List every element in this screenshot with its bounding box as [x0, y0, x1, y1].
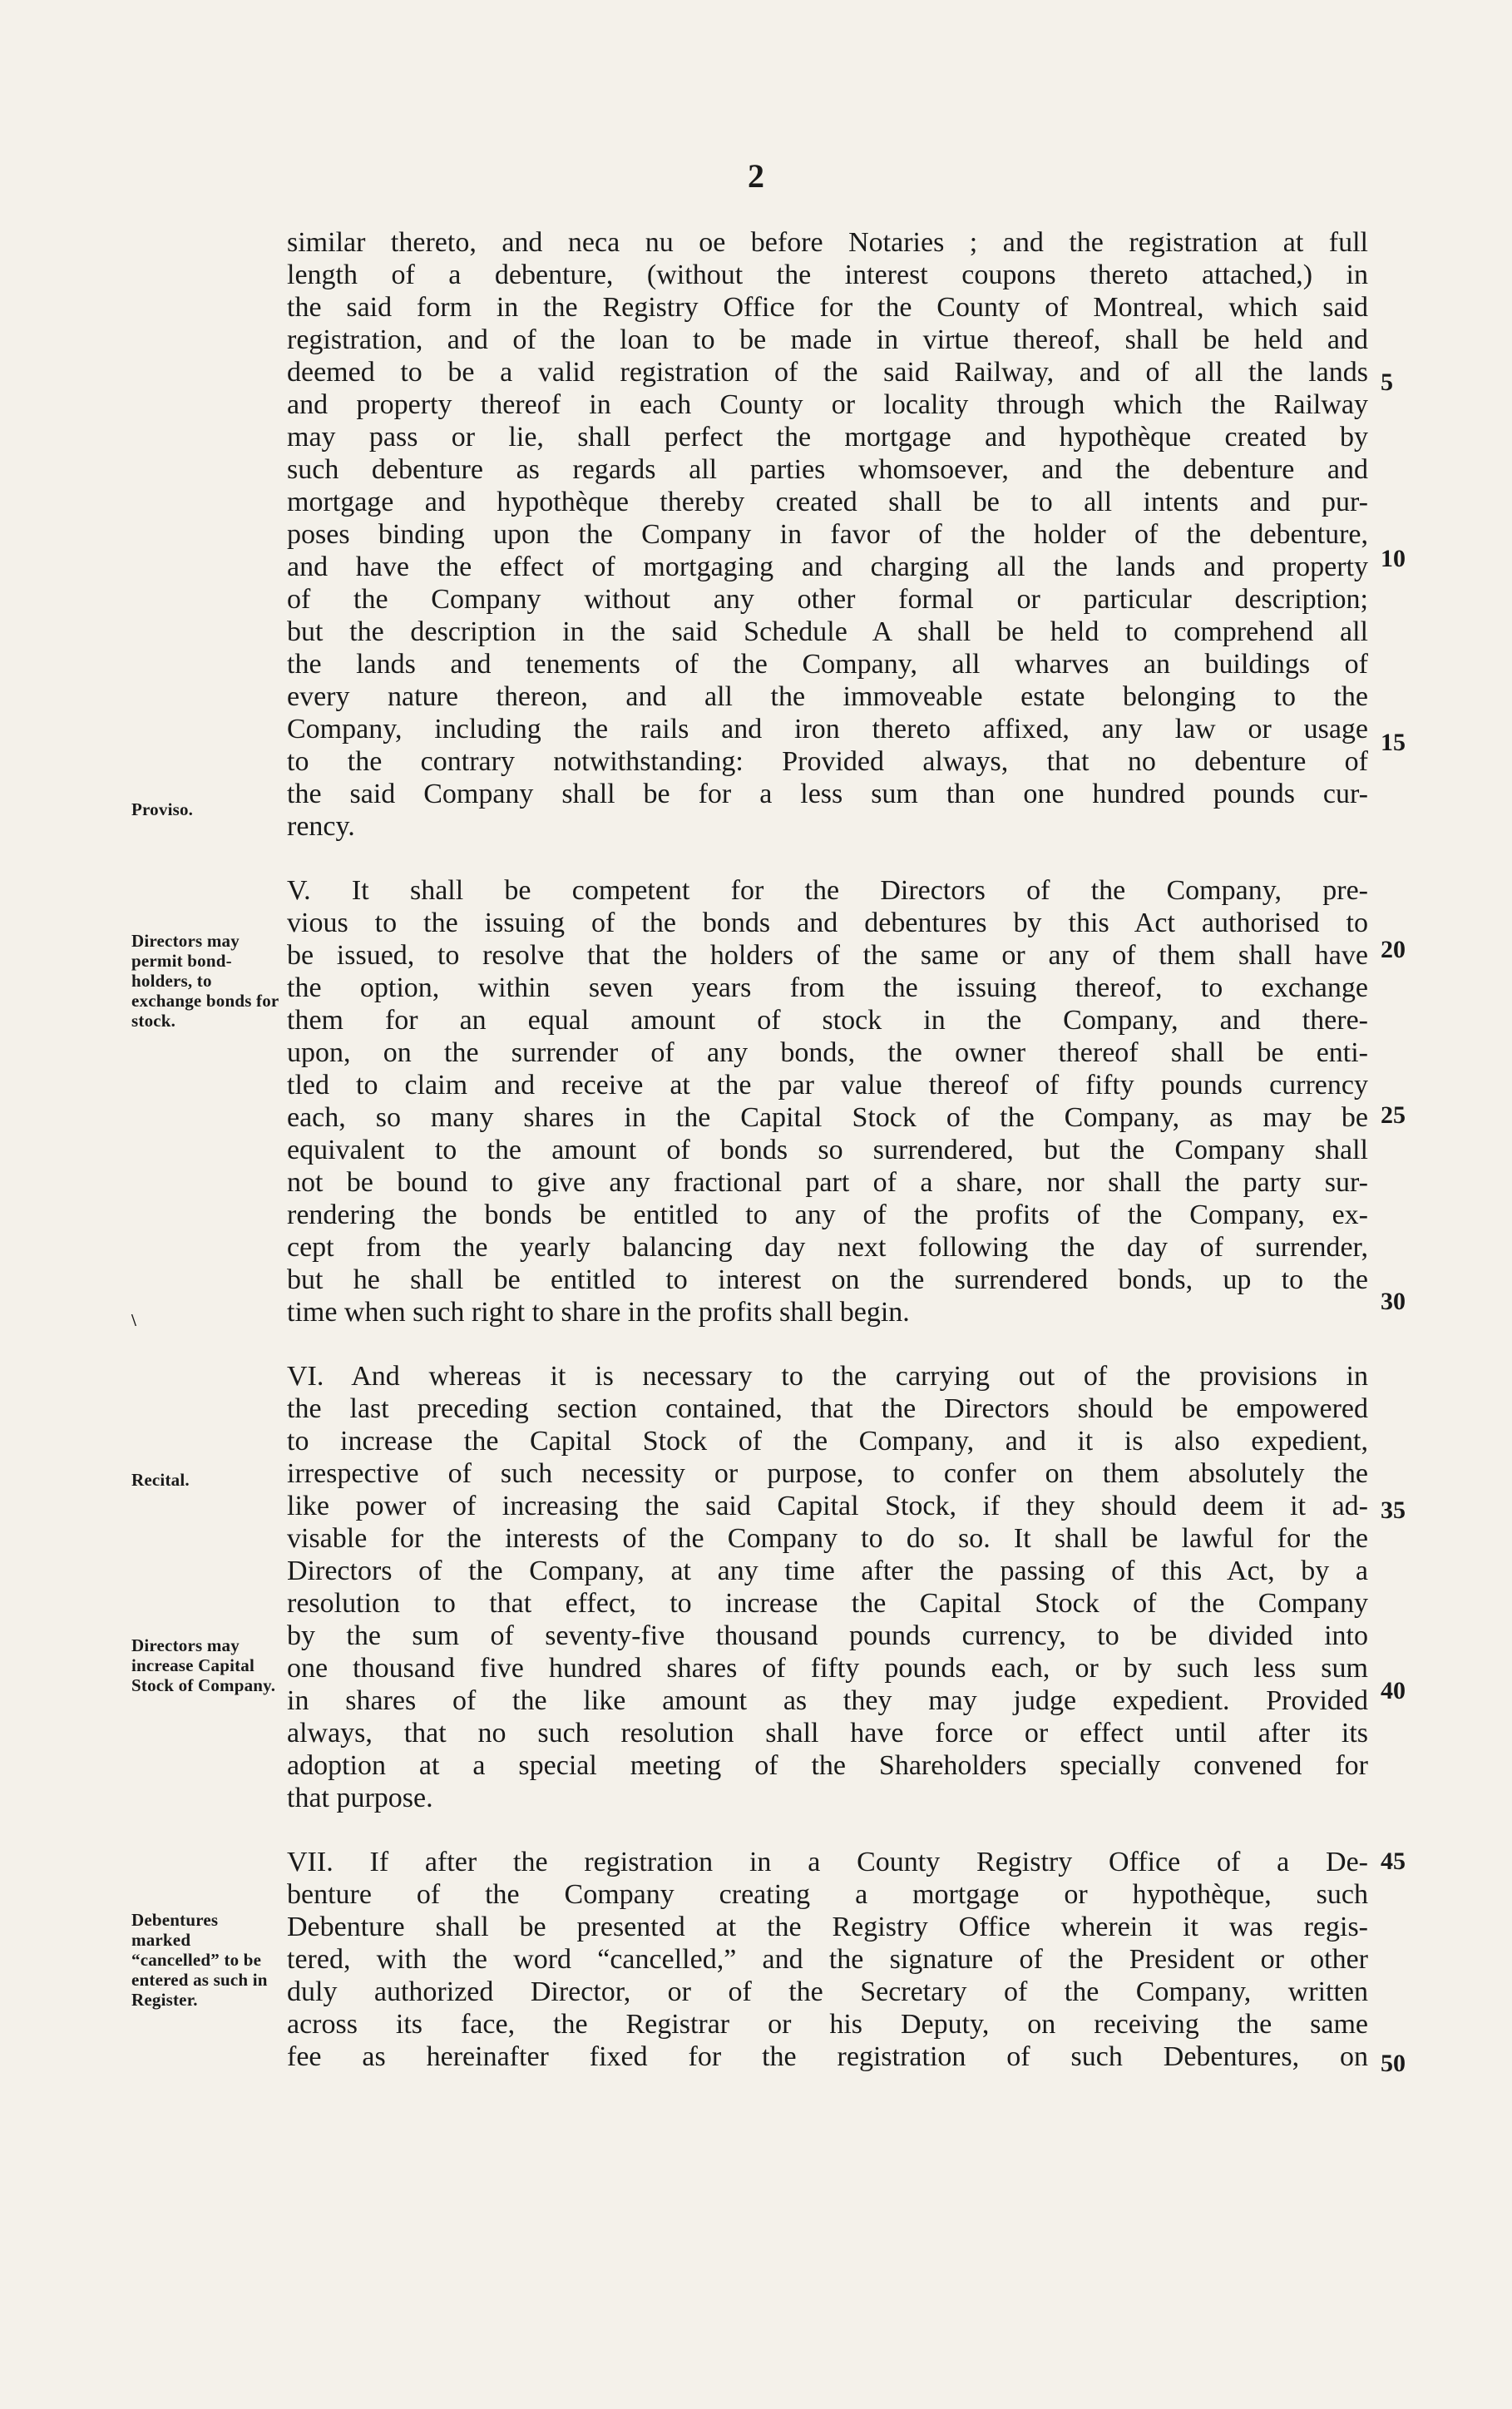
- margin-note-debentures: Debentures marked “cancelled” to be entered as such in Register.: [131, 1910, 268, 2010]
- body-text: [287, 226, 1368, 2073]
- text-line: the said form in the Registry Office for the County of Montreal, which said: [287, 292, 1368, 323]
- text-line: across its face, the Registrar or his Deputy, on receiving the same: [287, 2009, 1368, 2040]
- text-line: be issued, to resolve that the holders of the same or any of them shall have: [287, 940, 1368, 971]
- text-line: by the sum of seventy-five thousand pounds currency, to be divided into: [287, 1620, 1368, 1651]
- text-line: mortgage and hypothèque thereby created shall be to all intents and pur-: [287, 487, 1368, 517]
- text-line: Company, including the rails and iron thereto affixed, any law or usage: [287, 714, 1368, 744]
- line-number: 25: [1381, 1101, 1406, 1129]
- line-number: 15: [1381, 729, 1406, 756]
- text-line: tered, with the word “cancelled,” and the signature of the President or other: [287, 1944, 1368, 1975]
- section-heading-line: VI. And whereas it is necessary to the carrying out of the provisions in: [287, 1361, 1368, 1392]
- text-line: of the Company without any other formal or particular description;: [287, 584, 1368, 615]
- text-line: them for an equal amount of stock in the Company, and there-: [287, 1005, 1368, 1036]
- text-line: similar thereto, and neca nu oe before Notaries ; and the registration at full: [287, 227, 1368, 258]
- text-line: each, so many shares in the Capital Stock of the Company, as may be: [287, 1102, 1368, 1133]
- text-line: like power of increasing the said Capital Stock, if they should deem it ad-: [287, 1491, 1368, 1521]
- text-line: cept from the yearly balancing day next following the day of surrender,: [287, 1232, 1368, 1263]
- text-line: time when such right to share in the profits shall begin.: [287, 1297, 910, 1328]
- margin-note-proviso: Proviso.: [131, 799, 194, 819]
- line-number: 35: [1381, 1496, 1406, 1524]
- text-line: rendering the bonds be entitled to any of the profits of the Company, ex-: [287, 1200, 1368, 1230]
- text-line: to the contrary notwithstanding: Provided always, that no debenture of: [287, 746, 1368, 777]
- text-line: adoption at a special meeting of the Shareholders specially convened for: [287, 1750, 1368, 1781]
- page-number: 2: [748, 157, 764, 195]
- text-line: Debenture shall be presented at the Registry Office wherein it was regis-: [287, 1912, 1368, 1942]
- text-line: but the description in the said Schedule A shall be held to comprehend all: [287, 616, 1368, 647]
- text-line: vious to the issuing of the bonds and debentures by this Act authorised to: [287, 908, 1368, 938]
- text-line: the said Company shall be for a less sum than one hundred pounds cur-: [287, 779, 1368, 809]
- text-line: resolution to that effect, to increase the Capital Stock of the Company: [287, 1588, 1368, 1619]
- text-line: the lands and tenements of the Company, all wharves an buildings of: [287, 649, 1368, 680]
- text-line: deemed to be a valid registration of the said Railway, and of all the lands: [287, 357, 1368, 388]
- text-line: visable for the interests of the Company to do so. It shall be lawful for the: [287, 1523, 1368, 1554]
- text-line: to increase the Capital Stock of the Company, and it is also expedient,: [287, 1426, 1368, 1457]
- section-heading-line: V. It shall be competent for the Directors of the Company, pre-: [287, 875, 1368, 906]
- line-number: 40: [1381, 1677, 1406, 1704]
- line-number: 45: [1381, 1848, 1406, 1875]
- text-line: every nature thereon, and all the immoveable estate belonging to the: [287, 681, 1368, 712]
- text-line: rency.: [287, 811, 355, 842]
- text-line: the option, within seven years from the issuing thereof, to exchange: [287, 972, 1368, 1003]
- section-heading-line: VII. If after the registration in a County Registry Office of a De-: [287, 1847, 1368, 1877]
- margin-note-capital-stock: Directors may increase Capital Stock of Company.: [131, 1635, 276, 1695]
- text-line: such debenture as regards all parties whomsoever, and the debenture and: [287, 454, 1368, 485]
- text-line: tled to claim and receive at the par value thereof of fifty pounds currency: [287, 1070, 1368, 1101]
- text-line: not be bound to give any fractional part of a share, nor shall the party sur-: [287, 1167, 1368, 1198]
- line-number: 30: [1381, 1288, 1406, 1315]
- text-line: benture of the Company creating a mortgage or hypothèque, such: [287, 1879, 1368, 1910]
- text-line: one thousand five hundred shares of fifty pounds each, or by such less sum: [287, 1653, 1368, 1684]
- margin-note-recital: Recital.: [131, 1470, 190, 1490]
- text-line: length of a debenture, (without the interest coupons thereto attached,) in: [287, 260, 1368, 290]
- line-number: 5: [1381, 369, 1393, 396]
- text-line: and property thereof in each County or locality through which the Railway: [287, 389, 1368, 420]
- text-line: poses binding upon the Company in favor of the holder of the debenture,: [287, 519, 1368, 550]
- margin-note-directors-bonds: Directors may permit bond-holders, to exchange bonds for stock.: [131, 931, 279, 1031]
- line-number: 10: [1381, 545, 1406, 572]
- margin-note-mark: \: [131, 1310, 137, 1330]
- text-line: Directors of the Company, at any time after the passing of this Act, by a: [287, 1556, 1368, 1586]
- text-line: fee as hereinafter fixed for the registration of such Debentures, on: [287, 2041, 1368, 2072]
- text-line: registration, and of the loan to be made in virtue thereof, shall be held and: [287, 324, 1368, 355]
- text-line: always, that no such resolution shall have force or effect until after its: [287, 1718, 1368, 1749]
- text-line: may pass or lie, shall perfect the mortgage and hypothèque created by: [287, 422, 1368, 453]
- text-line: upon, on the surrender of any bonds, the owner thereof shall be enti-: [287, 1037, 1368, 1068]
- text-line: that purpose.: [287, 1783, 433, 1813]
- line-number: 50: [1381, 2050, 1406, 2077]
- text-line: and have the effect of mortgaging and charging all the lands and property: [287, 552, 1368, 582]
- text-line: but he shall be entitled to interest on the surrendered bonds, up to the: [287, 1264, 1368, 1295]
- text-line: duly authorized Director, or of the Secretary of the Company, written: [287, 1976, 1368, 2007]
- line-number: 20: [1381, 936, 1406, 963]
- text-line: the last preceding section contained, that the Directors should be empowered: [287, 1393, 1368, 1424]
- text-line: irrespective of such necessity or purpose, to confer on them absolutely the: [287, 1458, 1368, 1489]
- text-line: in shares of the like amount as they may judge expedient. Provided: [287, 1685, 1368, 1716]
- text-line: equivalent to the amount of bonds so surrendered, but the Company shall: [287, 1135, 1368, 1165]
